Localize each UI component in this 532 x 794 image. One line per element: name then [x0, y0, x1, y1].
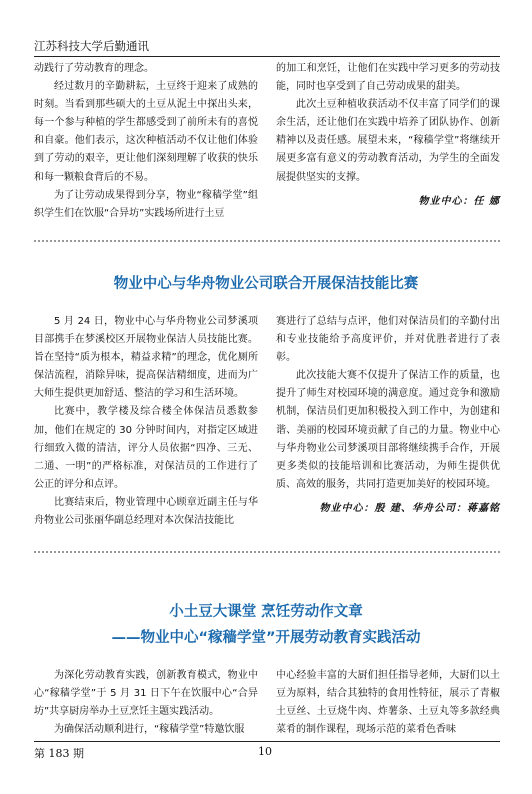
newsletter-header: 江苏科技大学后勤通讯 — [34, 39, 149, 53]
paragraph: 5 月 24 日，物业中心与华舟物业公司梦溪项目部携手在梦溪校区开展物业保洁人员技能比赛。旨在坚持“质为根本，精益求精”的理念，优化厕所保洁流程，消除异味，提高保洁精细度，进而为广大师生提供更加舒适、整洁的学习和生活环境。 — [34, 316, 258, 400]
paragraph: 中心经验丰富的大厨们担任指导老师，大厨们以土豆为原料，结合其独特的食用性特征，展示了青椒土豆丝、土豆烧牛肉、炸薯条、土豆丸等多款经典菜肴的制作课程，现场示范的菜肴色香味 — [276, 670, 500, 736]
article1-signature: 物业中心：任 娜 — [418, 195, 500, 207]
article3-right-column — [276, 667, 500, 739]
issue-number: 第 183 期 — [34, 747, 84, 760]
article3-subtitle: ——物业中心“稼穑学堂”开展劳动教育实践活动 — [111, 630, 421, 646]
header-rule — [34, 56, 500, 57]
paragraph: 为了让劳动成果得到分享，物业“稼穑学堂”组织学生们在饮服“合异坊”实践场所进行土豆 — [34, 189, 258, 219]
article1-right-column — [276, 60, 500, 211]
article2-signature: 物业中心：殷 建、华舟公司：蒋嘉铭 — [319, 502, 500, 514]
article3-left-column — [34, 667, 258, 739]
paragraph: 比赛结束后，物业管理中心顾章近副主任与华舟物业公司张丽华副总经理对本次保洁技能比 — [34, 496, 258, 527]
footer-rule — [34, 741, 500, 742]
paragraph: 赛进行了总结与点评，他们对保洁员们的辛勤付出和专业技能给予高度评价，并对优胜者进行了表彰。 — [276, 316, 500, 364]
paragraph: 的加工和烹饪，让他们在实践中学习更多的劳动技能，同时也享受到了自己劳动成果的甜美。 — [276, 63, 500, 93]
section-divider — [34, 551, 500, 553]
article3-title: 小土豆大课堂 烹饪劳动作文章 — [169, 604, 363, 620]
paragraph: 此次技能大赛不仅提升了保洁工作的质量，也提升了师生对校园环境的满意度。通过竞争和激励机制，保洁员们更加积极投入到工作中，为创建和谐、美丽的校园环境贡献了自己的力量。物业中心与华舟物业公司梦溪项目部将继续携手合作，开展更多类似的技能培训和比赛活动，为师生提供优质、高效的服务，共同打造更加美好的校园环境。 — [276, 370, 500, 490]
paragraph: 此次土豆种植收获活动不仅丰富了同学们的课余生活，还让他们在实践中培养了团队协作、创新精神以及责任感。展望未来，“稼穑学堂”将继续开展更多富有意义的劳动教育活动，为学生的全面发展提供坚实的支撑。 — [276, 99, 500, 183]
paragraph: 比赛中，教学楼及综合楼全体保洁员悉数参加，他们在规定的 30 分钟时间内，对指定区域进行细致入微的清洁，评分人员依据“四净、三无、二通、一明”的严格标准，对保洁员的工作进行了公正的评分和点评。 — [34, 406, 258, 490]
paragraph: 经过数月的辛勤耕耘，土豆终于迎来了成熟的时刻。当看到那些硕大的土豆从泥土中探出头来，每一个参与种植的学生都感受到了前所未有的喜悦和自豪。他们表示，这次种植活动不仅让他们体验到了劳动的艰辛，更让他们深刻理解了收获的快乐和每一颗粮食背后的不易。 — [34, 81, 258, 183]
article1-left-column — [34, 60, 258, 223]
page-number: 10 — [258, 745, 272, 758]
paragraph: 动践行了劳动教育的理念。 — [34, 63, 154, 74]
article2-title: 物业中心与华舟物业公司联合开展保洁技能比赛 — [113, 276, 419, 292]
article2-right-column — [276, 313, 500, 518]
paragraph: 为深化劳动教育实践，创新教育模式，物业中心“稼穑学堂”于 5 月 31 日下午在饮服中心“合异坊”共享厨房举办土豆烹饪主题实践活动。 — [34, 670, 258, 718]
paragraph: 为确保活动顺利进行，“稼穑学堂”特邀饮服 — [54, 724, 245, 736]
article2-left-column — [34, 313, 258, 530]
section-divider — [34, 240, 500, 242]
